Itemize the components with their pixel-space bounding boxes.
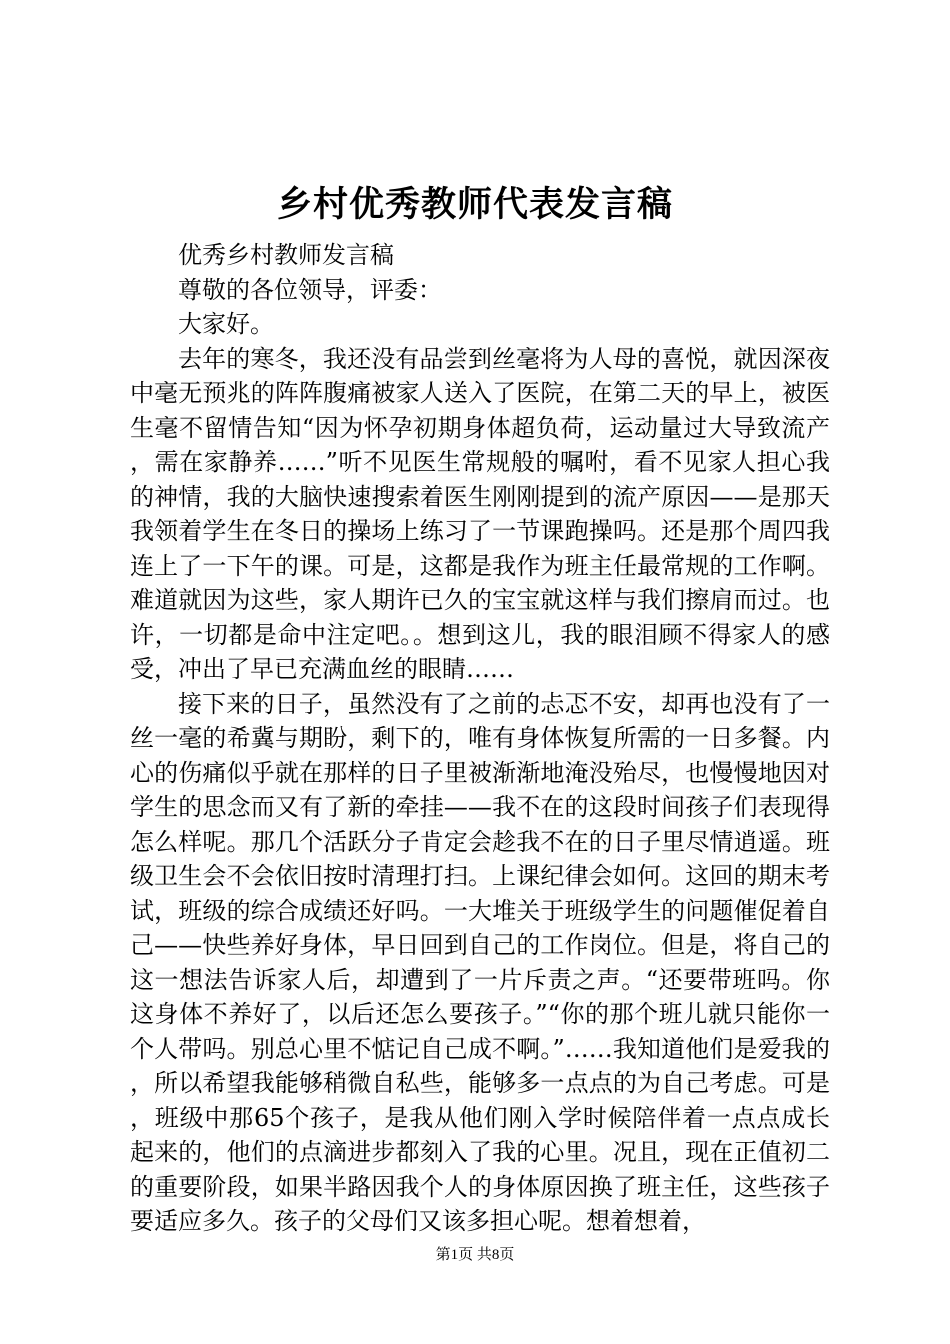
greeting-paragraph: 大家好。 — [178, 310, 274, 338]
body-paragraph: 接下来的日子，虽然没有了之前的忐忑不安，却再也没有了一丝一毫的希冀与期盼，剩下的，唯有身体恢复所需的一日多餐。内心的伤痛似乎就在那样的日子里被渐渐地淹没殆尽，也慢慢地因对学生的思念而又有了新的牵挂——我不在的这段时间孩子们表现得怎么样呢。那几个活跃分子肯定会趁我不在的日子里尽情逍遥。班级卫生会不会依旧按时清理打扫。上课纪律会如何。这回的期末考试，班级的综合成绩还好吗。一大堆关于班级学生的问题催促着自己——快些养好身体，早日回到自己的工作岗位。但是，将自己的这一想法告诉家人后，却遭到了一片斥责之声。“还要带班吗。你这身体不养好了，以后还怎么要孩子。”“你的那个班儿就只能你一个人带吗。别总心里不惦记自己成不啊。”……我知道他们是爱我的，所以希望我能够稍微自私些，能够多一点点的为自己考虑。可是，班级中那65个孩子，是我从他们刚入学时候陪伴着一点点成长起来的，他们的点滴进步都刻入了我的心里。况且，现在正值初二的重要阶段，如果半路因我个人的身体原因换了班主任，这些孩子要适应多久。孩子的父母们又该多担心呢。想着想着， — [130, 689, 830, 1235]
page-number-footer: 第1页 共8页 — [435, 1247, 515, 1263]
salutation-paragraph: 尊敬的各位领导，评委： — [178, 275, 442, 304]
page-title: 乡村优秀教师代表发言稿 — [276, 184, 673, 225]
subtitle-paragraph: 优秀乡村教师发言稿 — [178, 241, 394, 269]
body-paragraph: 去年的寒冬，我还没有品尝到丝毫将为人母的喜悦，就因深夜中毫无预兆的阵阵腹痛被家人送入了医院，在第二天的早上，被医生毫不留情告知“因为怀孕初期身体超负荷，运动量过大导致流产，需在家静养……”听不见医生常规般的嘱咐，看不见家人担心我的神情，我的大脑快速搜索着医生刚刚提到的流产原因——是那天我领着学生在冬日的操场上练习了一节课跑操吗。还是那个周四我连上了一下午的课。可是，这都是我作为班主任最常规的工作啊。难道就因为这些，家人期许已久的宝宝就这样与我们擦肩而过。也许，一切都是命中注定吧。。想到这儿，我的眼泪顾不得家人的感受，冲出了早已充满血丝的眼睛…… — [130, 344, 830, 683]
document-body — [130, 238, 830, 1239]
